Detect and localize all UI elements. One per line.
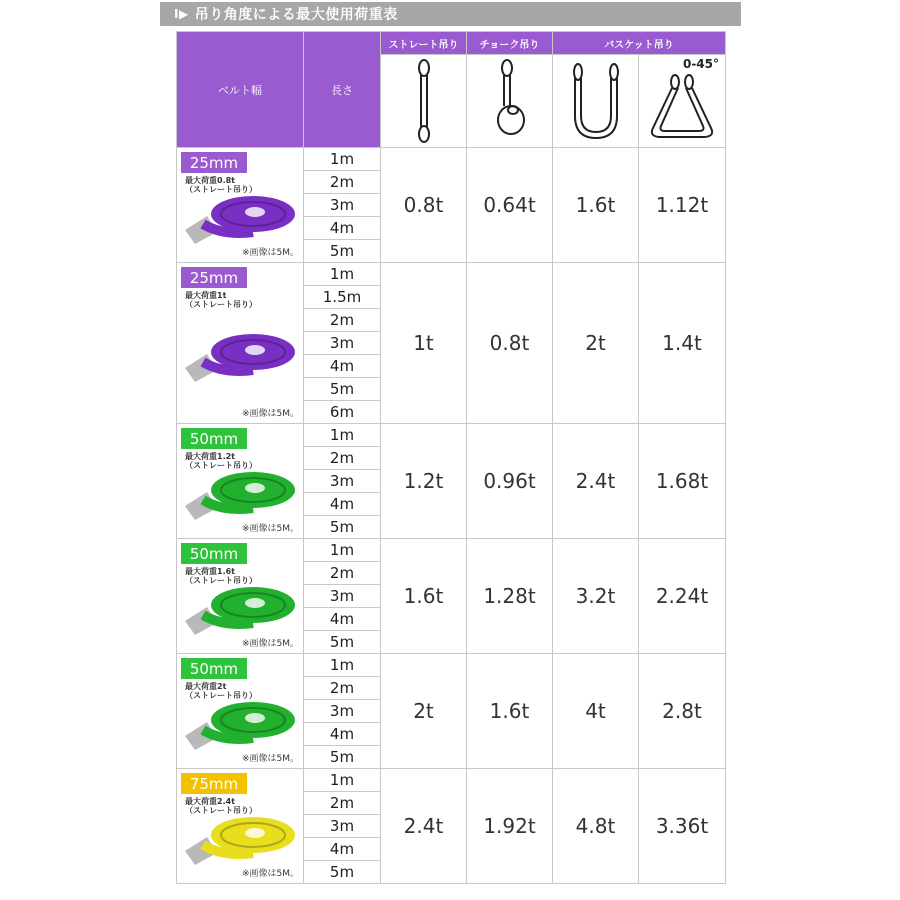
length-cell: 1m — [304, 539, 381, 562]
image-note: ※画像は5M。 — [241, 754, 299, 764]
product-cell — [177, 424, 304, 539]
header-belt-width: ベルト幅 — [177, 32, 304, 148]
image-note: ※画像は5M。 — [241, 409, 299, 419]
title-text: 吊り角度による最大使用荷重表 — [194, 7, 398, 23]
max-load-value: 最大荷重1.6t — [185, 567, 235, 576]
max-load-value: 最大荷重2.4t — [185, 797, 235, 806]
straight-hitch-icon — [409, 58, 439, 144]
length-cell: 4m — [304, 355, 381, 378]
product-cell — [177, 539, 304, 654]
belt-sling-image — [183, 186, 299, 246]
length-cell: 4m — [304, 723, 381, 746]
length-cell: 2m — [304, 309, 381, 332]
length-cell: 2m — [304, 792, 381, 815]
image-note: ※画像は5M。 — [241, 248, 299, 258]
load-value-basket-angle: 2.8t — [639, 654, 726, 769]
load-value-choke: 0.8t — [467, 263, 553, 424]
length-cell: 5m — [304, 861, 381, 884]
length-cell: 5m — [304, 240, 381, 263]
length-cell: 2m — [304, 677, 381, 700]
table-row — [177, 539, 726, 562]
length-cell: 1m — [304, 654, 381, 677]
load-value-choke: 0.96t — [467, 424, 553, 539]
load-value-basket-angle: 1.12t — [639, 148, 726, 263]
load-value-choke: 1.6t — [467, 654, 553, 769]
table-row — [177, 148, 726, 171]
length-cell: 1.5m — [304, 286, 381, 309]
length-cell: 5m — [304, 378, 381, 401]
page-title — [160, 2, 741, 26]
choke-hitch-cell — [467, 55, 553, 148]
load-value-basket-vertical: 2t — [553, 263, 639, 424]
load-value-basket-vertical: 2.4t — [553, 424, 639, 539]
image-note: ※画像は5M。 — [241, 639, 299, 649]
length-cell: 2m — [304, 562, 381, 585]
load-value-basket-vertical: 4t — [553, 654, 639, 769]
load-value-straight: 2t — [381, 654, 467, 769]
load-value-choke: 1.92t — [467, 769, 553, 884]
length-cell: 3m — [304, 815, 381, 838]
length-cell: 5m — [304, 516, 381, 539]
max-load-value: 最大荷重0.8t — [185, 176, 235, 185]
max-load-method: （ストレート吊り） — [185, 691, 257, 700]
length-cell: 5m — [304, 746, 381, 769]
belt-sling-image — [183, 324, 299, 384]
product-cell — [177, 654, 304, 769]
load-value-straight: 1.2t — [381, 424, 467, 539]
load-value-basket-vertical: 1.6t — [553, 148, 639, 263]
header-length: 長さ — [304, 32, 381, 148]
header-straight: ストレート吊り — [381, 32, 467, 55]
max-load-method: （ストレート吊り） — [185, 806, 257, 815]
size-badge: 75mm — [181, 773, 247, 794]
load-value-basket-angle: 2.24t — [639, 539, 726, 654]
basket-vertical-icon — [568, 58, 624, 144]
header-choke: チョーク吊り — [467, 32, 553, 55]
size-badge: 25mm — [181, 267, 247, 288]
length-cell: 4m — [304, 608, 381, 631]
belt-sling-image — [183, 577, 299, 637]
length-cell: 3m — [304, 194, 381, 217]
length-cell: 1m — [304, 769, 381, 792]
basket-vertical-cell — [553, 55, 639, 148]
max-load-value: 最大荷重1.2t — [185, 452, 235, 461]
load-value-straight: 1.6t — [381, 539, 467, 654]
load-value-straight: 1t — [381, 263, 467, 424]
load-value-choke: 0.64t — [467, 148, 553, 263]
size-badge: 50mm — [181, 428, 247, 449]
image-note: ※画像は5M。 — [241, 869, 299, 879]
max-load-value: 最大荷重1t — [185, 291, 227, 300]
length-cell: 2m — [304, 447, 381, 470]
max-load-label — [185, 291, 257, 309]
load-value-basket-vertical: 4.8t — [553, 769, 639, 884]
length-cell: 5m — [304, 631, 381, 654]
table-row — [177, 654, 726, 677]
max-load-method: （ストレート吊り） — [185, 300, 257, 309]
load-value-basket-angle: 3.36t — [639, 769, 726, 884]
length-cell: 3m — [304, 585, 381, 608]
length-cell: 4m — [304, 493, 381, 516]
length-cell: 1m — [304, 263, 381, 286]
length-cell: 4m — [304, 217, 381, 240]
length-cell: 6m — [304, 401, 381, 424]
load-value-straight: 2.4t — [381, 769, 467, 884]
length-cell: 3m — [304, 332, 381, 355]
max-load-value: 最大荷重2t — [185, 682, 227, 691]
max-load-method: （ストレート吊り） — [185, 185, 257, 194]
length-cell: 1m — [304, 424, 381, 447]
belt-sling-image — [183, 692, 299, 752]
straight-hitch-cell — [381, 55, 467, 148]
load-value-basket-angle: 1.4t — [639, 263, 726, 424]
title-marker: I▶ — [174, 7, 189, 21]
choke-hitch-icon — [485, 58, 535, 144]
length-cell: 1m — [304, 148, 381, 171]
size-badge: 50mm — [181, 543, 247, 564]
size-badge: 25mm — [181, 152, 247, 173]
load-value-choke: 1.28t — [467, 539, 553, 654]
table-row — [177, 769, 726, 792]
belt-sling-image — [183, 462, 299, 522]
length-cell: 2m — [304, 171, 381, 194]
max-load-method: （ストレート吊り） — [185, 576, 257, 585]
product-cell — [177, 769, 304, 884]
header-basket: バスケット吊り — [553, 32, 726, 55]
length-cell: 4m — [304, 838, 381, 861]
table-row — [177, 424, 726, 447]
basket-angle-cell — [639, 55, 726, 148]
angle-label: 0-45° — [682, 57, 719, 71]
load-table — [176, 31, 726, 884]
image-note: ※画像は5M。 — [241, 524, 299, 534]
size-badge: 50mm — [181, 658, 247, 679]
product-cell — [177, 263, 304, 424]
load-value-basket-angle: 1.68t — [639, 424, 726, 539]
product-cell — [177, 148, 304, 263]
length-cell: 3m — [304, 700, 381, 723]
load-value-straight: 0.8t — [381, 148, 467, 263]
max-load-method: （ストレート吊り） — [185, 461, 257, 470]
belt-sling-image — [183, 807, 299, 867]
table-row — [177, 263, 726, 286]
length-cell: 3m — [304, 470, 381, 493]
load-value-basket-vertical: 3.2t — [553, 539, 639, 654]
